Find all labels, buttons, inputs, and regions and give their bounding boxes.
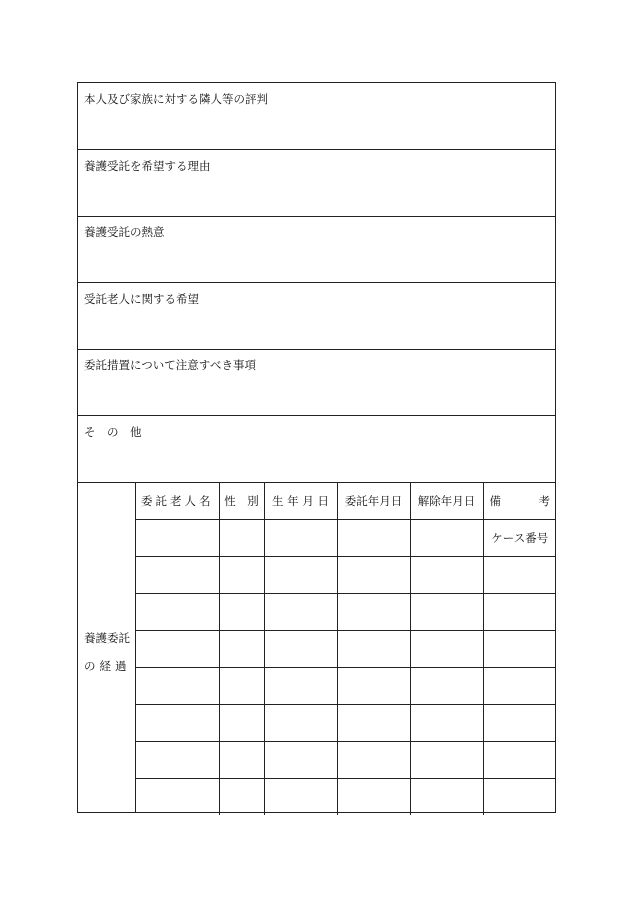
- table-row: [136, 705, 556, 742]
- col-header-remarks-right: 考: [538, 494, 550, 508]
- section-label-reason: 養護受託を希望する理由: [84, 159, 211, 173]
- history-label-line1: 養護委託: [84, 631, 130, 645]
- cell-commission-date[interactable]: [337, 631, 410, 668]
- section-label-notes: 委託措置について注意すべき事項: [84, 358, 257, 372]
- form-sheet: [77, 82, 556, 813]
- cell-commission-date[interactable]: [337, 742, 410, 779]
- cell-name[interactable]: [136, 631, 219, 668]
- cell-commission-date[interactable]: [337, 520, 410, 557]
- cell-remarks[interactable]: [483, 594, 556, 631]
- cell-remarks[interactable]: [483, 631, 556, 668]
- cell-release-date[interactable]: [410, 520, 483, 557]
- table-row: [136, 668, 556, 705]
- cell-release-date[interactable]: [410, 742, 483, 779]
- history-section: [78, 483, 555, 813]
- col-header-release-date: 解除年月日: [410, 483, 483, 520]
- cell-commission-date[interactable]: [337, 705, 410, 742]
- cell-name[interactable]: [136, 520, 219, 557]
- cell-sex[interactable]: [219, 742, 264, 779]
- table-row: [136, 520, 556, 557]
- cell-birth[interactable]: [264, 594, 337, 631]
- history-table: [136, 483, 556, 815]
- cell-sex[interactable]: [219, 557, 264, 594]
- cell-release-date[interactable]: [410, 631, 483, 668]
- section-other: [78, 416, 555, 483]
- cell-name[interactable]: [136, 705, 219, 742]
- cell-release-date[interactable]: [410, 705, 483, 742]
- cell-sex[interactable]: [219, 779, 264, 816]
- history-label-line2: の経過: [84, 659, 131, 673]
- cell-name[interactable]: [136, 742, 219, 779]
- cell-release-date[interactable]: [410, 668, 483, 705]
- cell-remarks[interactable]: [483, 705, 556, 742]
- cell-commission-date[interactable]: [337, 557, 410, 594]
- cell-release-date[interactable]: [410, 779, 483, 816]
- cell-remarks[interactable]: [483, 742, 556, 779]
- section-label-reputation: 本人及び家族に対する隣人等の評判: [84, 92, 268, 106]
- cell-name[interactable]: [136, 594, 219, 631]
- cell-birth[interactable]: [264, 631, 337, 668]
- cell-remarks[interactable]: [483, 668, 556, 705]
- cell-commission-date[interactable]: [337, 594, 410, 631]
- cell-release-date[interactable]: [410, 557, 483, 594]
- cell-name[interactable]: [136, 779, 219, 816]
- col-header-commission-date: 委託年月日: [337, 483, 410, 520]
- cell-name[interactable]: [136, 557, 219, 594]
- col-header-name: 委託老人名: [136, 483, 219, 520]
- section-label-wishes: 受託老人に関する希望: [84, 292, 199, 306]
- cell-remarks[interactable]: [483, 779, 556, 816]
- cell-birth[interactable]: [264, 520, 337, 557]
- table-row: [136, 742, 556, 779]
- cell-release-date[interactable]: [410, 594, 483, 631]
- cell-commission-date[interactable]: [337, 779, 410, 816]
- cell-sex[interactable]: [219, 705, 264, 742]
- cell-remarks[interactable]: [483, 557, 556, 594]
- cell-birth[interactable]: [264, 668, 337, 705]
- cell-birth[interactable]: [264, 742, 337, 779]
- table-row: [136, 779, 556, 816]
- section-label-other: そ の 他: [84, 425, 142, 439]
- section-notes: [78, 349, 555, 416]
- case-number-label: ケース番号: [483, 520, 556, 557]
- section-wishes: [78, 283, 555, 350]
- cell-commission-date[interactable]: [337, 668, 410, 705]
- table-header-row: [136, 483, 556, 520]
- cell-sex[interactable]: [219, 594, 264, 631]
- col-header-birth: 生 年 月 日: [264, 483, 337, 520]
- cell-birth[interactable]: [264, 705, 337, 742]
- section-label-enthusiasm: 養護受託の熱意: [84, 225, 165, 239]
- cell-birth[interactable]: [264, 557, 337, 594]
- history-label: [78, 483, 136, 813]
- col-header-remarks-left: 備: [489, 494, 501, 508]
- table-row: [136, 594, 556, 631]
- table-row: [136, 557, 556, 594]
- cell-name[interactable]: [136, 668, 219, 705]
- cell-sex[interactable]: [219, 668, 264, 705]
- section-reputation: [78, 83, 555, 150]
- col-header-remarks: [483, 483, 556, 520]
- section-reason: [78, 150, 555, 217]
- cell-sex[interactable]: [219, 520, 264, 557]
- col-header-sex: 性 別: [219, 483, 264, 520]
- cell-sex[interactable]: [219, 631, 264, 668]
- section-enthusiasm: [78, 216, 555, 283]
- table-row: [136, 631, 556, 668]
- cell-birth[interactable]: [264, 779, 337, 816]
